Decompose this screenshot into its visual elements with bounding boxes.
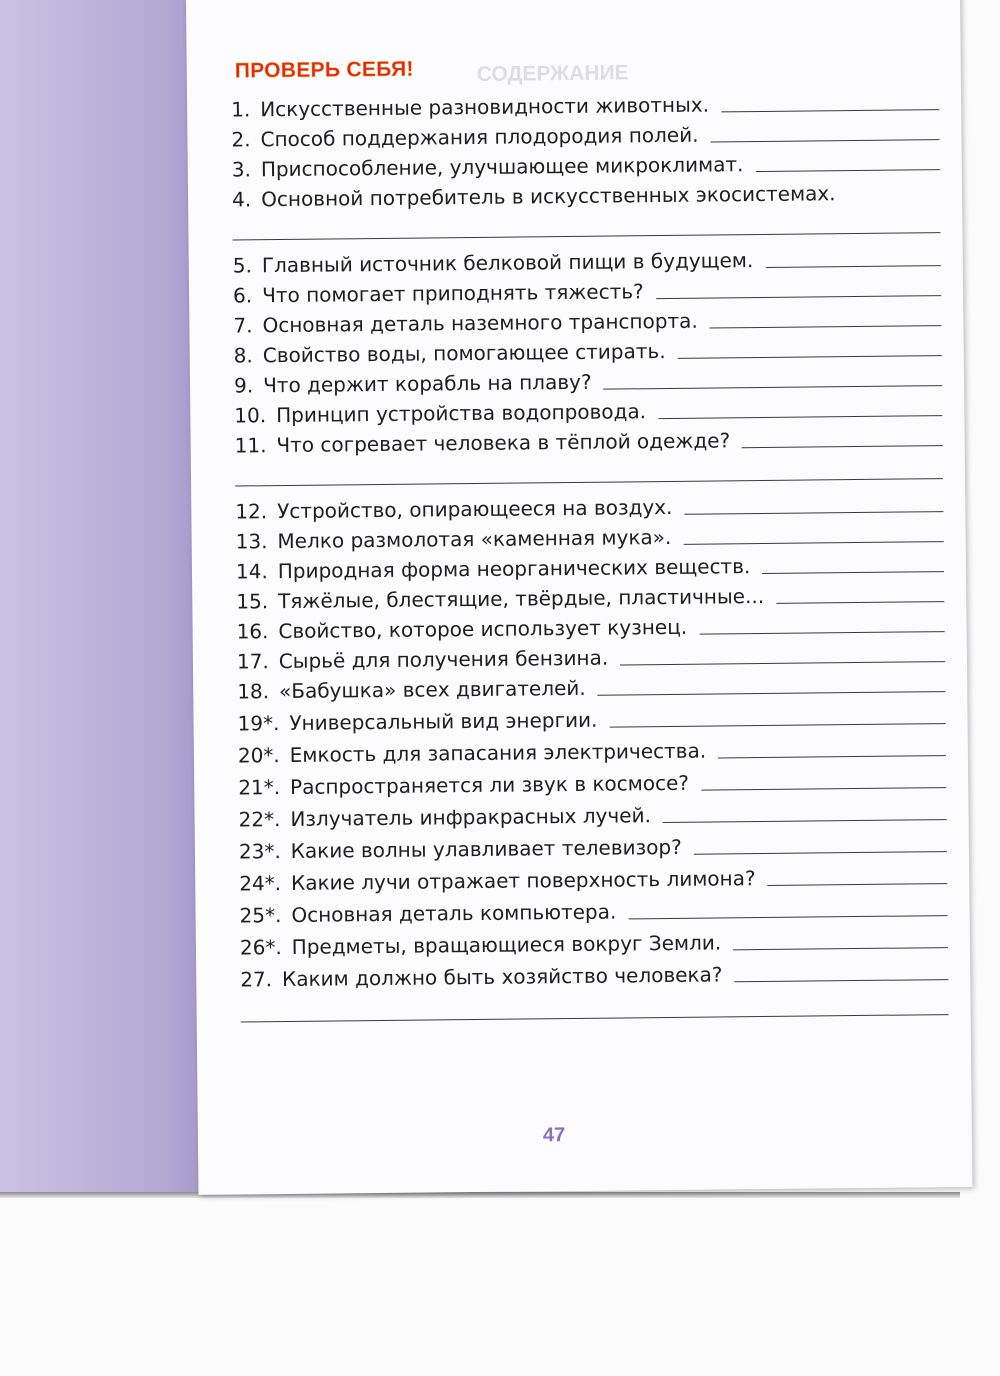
question-text: Что согревает человека в тёплой одежде? [276, 428, 731, 458]
question-number: 13. [235, 529, 268, 554]
bleed-through-heading: СОДЕРЖАНИЕ [476, 61, 629, 86]
question-text: Предметы, вращающиеся вокруг Земли. [291, 930, 722, 959]
question-text: Главный источник белковой пищи в будущем. [261, 248, 754, 278]
question-number: 6. [232, 283, 253, 308]
answer-line[interactable] [776, 601, 944, 604]
question-12 [235, 492, 943, 523]
question-22 [238, 800, 946, 831]
question-number: 14. [235, 559, 268, 584]
answer-line[interactable] [678, 355, 942, 359]
question-number: 25*. [239, 903, 282, 928]
question-text: Основная деталь компьютера. [291, 899, 617, 927]
question-number: 19*. [237, 711, 280, 736]
answer-line[interactable] [620, 661, 945, 665]
question-number: 8. [233, 343, 253, 368]
question-text: Свойство, которое использует кузнец. [278, 614, 688, 644]
question-text: Способ поддержания плодородия полей. [260, 122, 699, 152]
question-4 [232, 180, 940, 211]
sheet-bottom-edge [0, 1192, 960, 1198]
answer-line[interactable] [235, 478, 943, 486]
answer-line[interactable] [742, 445, 943, 448]
question-14 [236, 552, 944, 583]
question-3 [232, 150, 940, 181]
question-2 [231, 120, 939, 151]
question-number: 18. [237, 679, 270, 704]
question-25 [239, 896, 947, 927]
answer-line[interactable] [241, 1014, 949, 1022]
answer-line[interactable] [683, 541, 943, 545]
question-number: 7. [233, 313, 253, 338]
question-10 [234, 396, 942, 427]
question-6 [233, 276, 941, 307]
question-number: 12. [235, 499, 268, 524]
answer-line[interactable] [609, 723, 945, 728]
question-9 [234, 366, 942, 397]
question-number: 10. [234, 403, 267, 428]
question-number: 9. [233, 373, 254, 398]
page-number: 47 [542, 1124, 566, 1147]
answer-line[interactable] [604, 385, 943, 390]
question-text: Каким должно быть хозяйство человека? [281, 962, 723, 992]
answer-line[interactable] [755, 169, 939, 172]
answer-line[interactable] [735, 979, 949, 982]
question-19 [237, 704, 945, 735]
question-number: 4. [231, 187, 252, 212]
answer-line[interactable] [598, 691, 946, 696]
answer-line[interactable] [685, 511, 944, 515]
answer-line[interactable] [663, 819, 947, 823]
answer-line[interactable] [765, 265, 941, 268]
question-text: Что держит корабль на плаву? [263, 369, 592, 398]
question-number: 27. [240, 967, 273, 992]
question-number: 23*. [238, 839, 281, 864]
page-title: ПРОВЕРЬ СЕБЯ! [234, 57, 414, 83]
question-20 [238, 736, 946, 767]
question-number: 20*. [237, 743, 280, 768]
answer-line[interactable] [711, 139, 940, 142]
answer-line[interactable] [656, 295, 941, 299]
answer-line[interactable] [768, 883, 948, 886]
question-text: Тяжёлые, блестящие, твёрдые, пластичные... [277, 583, 765, 614]
question-text: Универсальный вид энергии. [289, 707, 598, 735]
answer-line[interactable] [710, 325, 942, 328]
question-text: Емкость для запасания электричества. [289, 738, 707, 767]
question-text: Устройство, опирающееся на воздух. [277, 494, 673, 524]
question-16 [236, 612, 944, 643]
answer-line[interactable] [762, 571, 944, 574]
question-text: Распространяется ли звук в космосе? [289, 770, 690, 799]
answer-line[interactable] [233, 232, 941, 240]
question-13 [236, 522, 944, 553]
answer-line[interactable] [733, 947, 948, 950]
question-number: 16. [236, 619, 269, 644]
question-21 [238, 768, 946, 799]
question-23 [239, 832, 947, 863]
question-text: Природная форма неорганических веществ. [277, 554, 751, 584]
question-text: «Бабушка» всех двигателей. [278, 675, 586, 704]
question-text: Основная деталь наземного транспорта. [262, 308, 698, 338]
question-27 [240, 960, 948, 991]
question-18 [237, 672, 945, 703]
question-text: Что помогает приподнять тяжесть? [262, 279, 644, 308]
question-text: Принцип устройства водопровода. [276, 399, 647, 428]
question-26 [240, 928, 948, 959]
answer-line[interactable] [718, 755, 946, 758]
question-number: 26*. [239, 935, 282, 960]
question-number: 24*. [239, 871, 282, 896]
answer-line[interactable] [701, 787, 946, 791]
question-text: Сырьё для получения бензина. [278, 645, 609, 674]
question-text: Приспособление, улучшающее микроклимат. [260, 152, 744, 182]
answer-line[interactable] [658, 415, 942, 419]
question-24 [239, 864, 947, 895]
question-5 [233, 246, 941, 277]
question-number: 22*. [238, 807, 281, 832]
question-number: 5. [232, 253, 253, 278]
worksheet-page [186, 0, 972, 1195]
question-number: 21*. [238, 775, 281, 800]
question-8 [234, 336, 942, 367]
question-number: 17. [236, 649, 269, 674]
question-1 [231, 90, 939, 121]
question-text: Свойство воды, помогающее стирать. [262, 338, 666, 368]
question-text: Основной потребитель в искусственных экосистемах. [261, 181, 836, 212]
question-text: Искусственные разновидности животных. [260, 92, 710, 122]
question-number: 2. [231, 127, 251, 152]
question-text: Излучатель инфракрасных лучей. [290, 803, 651, 831]
question-7 [233, 306, 941, 337]
question-number: 3. [231, 157, 251, 182]
answer-line[interactable] [628, 915, 947, 919]
question-text: Мелко размолотая «каменная мука». [277, 524, 672, 554]
question-number: 11. [234, 433, 267, 458]
question-number: 1. [231, 97, 251, 122]
question-11 [235, 426, 943, 457]
answer-line[interactable] [721, 109, 939, 112]
question-text: Какие волны улавливает телевизор? [290, 834, 682, 863]
answer-line[interactable] [699, 631, 944, 635]
question-17 [237, 642, 945, 673]
answer-line[interactable] [694, 851, 947, 855]
question-15 [236, 582, 944, 613]
question-text: Какие лучи отражает поверхность лимона? [290, 866, 756, 895]
question-number: 15. [236, 589, 269, 614]
